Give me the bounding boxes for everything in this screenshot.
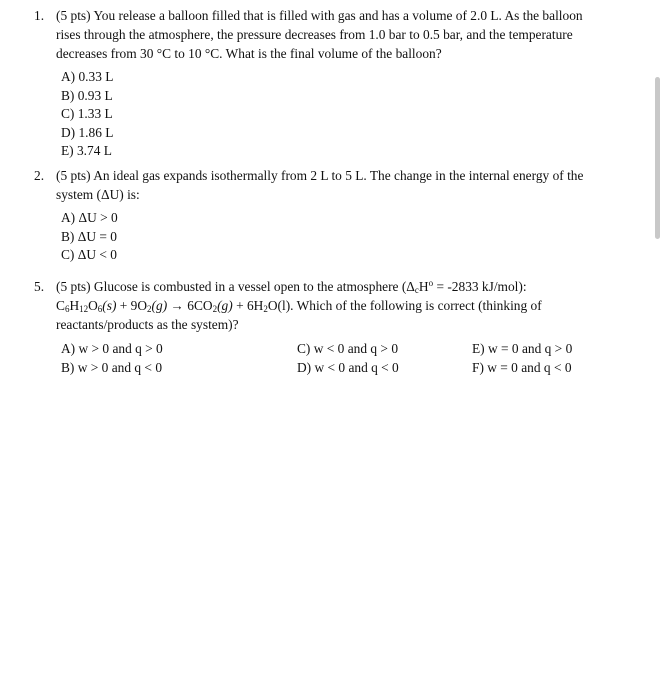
option-c: C) w < 0 and q > 0 [297,341,399,356]
question-text: (5 pts) Glucose is combusted in a vessel open to the atmosphere ($\Delta_cH^o = -2833$ kJ/mol): $C_6H_{12}O_6(s) + 9O_2(g) \to 6CO_2(g) + 6H_2O(l)$. Which of the following is correct (thinking of reactants/products as the system)? [56,278,542,332]
option-a: A) 0.33 L [61,69,114,84]
question-1 [34,6,609,161]
question-2 [34,166,609,265]
option-c: C) 1.33 L [61,106,113,121]
question-text: (5 pts) You release a balloon filled that is filled with gas and has a volume of 2.0 L. As the balloon rises through the atmosphere, the pressure decreases from 1.0 bar to 0.5 bar, and the temperature decreases from 30 °C to 10 °C. What is the final volume of the balloon? [56,8,583,61]
question-text: (5 pts) An ideal gas expands isothermally from 2 L to 5 L. The change in the internal energy of the system (ΔU) is: [56,168,584,202]
reaction-arrow-icon: → [170,298,184,313]
option-e: E) 3.74 L [61,143,112,158]
question-number: 5. [34,279,45,294]
option-a: A) ΔU > 0 [61,210,118,225]
option-b: B) 0.93 L [61,87,113,103]
answer-options [61,209,609,265]
chemical-equation: $C_6H_{12}O_6(s) + 9O_2(g) \to 6CO_2(g) + 6H_2O(l)$. [56,298,294,314]
option-b: B) w > 0 and q < 0 [61,360,163,375]
question-5 [34,277,609,377]
option-d: D) w < 0 and q < 0 [297,360,399,375]
question-number: 1. [34,8,45,23]
question-number: 2. [34,168,45,183]
option-c: C) ΔU < 0 [61,247,117,262]
answer-options [61,68,609,161]
answer-options [61,340,609,377]
option-a: A) w > 0 and q > 0 [61,341,163,356]
option-f: F) w = 0 and q < 0 [472,360,572,375]
option-e: E) w = 0 and q > 0 [472,341,573,356]
option-b: B) ΔU = 0 [61,228,117,244]
option-d: D) 1.86 L [61,124,114,140]
vertical-scrollbar[interactable] [655,77,660,239]
